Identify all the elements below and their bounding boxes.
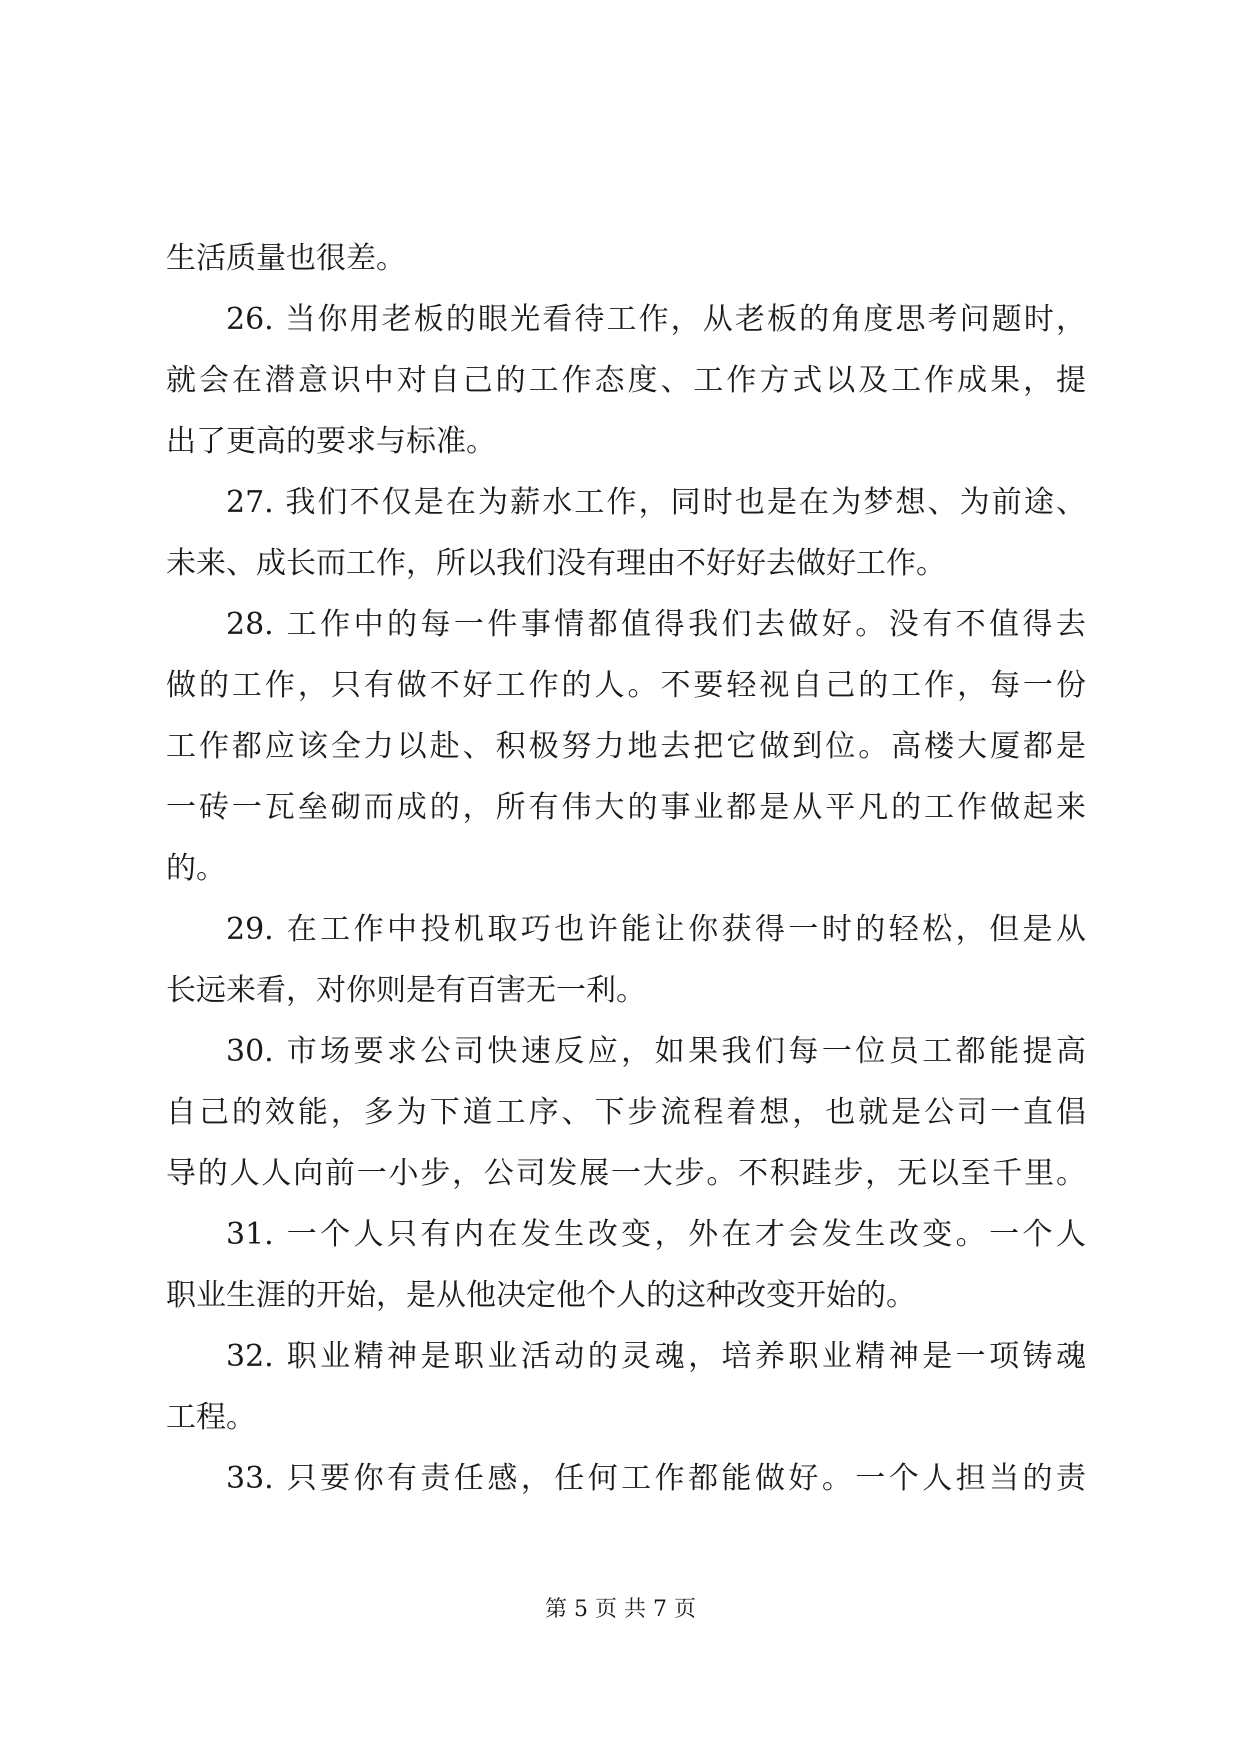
text-line: 28. 工作中的每一件事情都值得我们去做好。没有不值得去 (226, 607, 1086, 642)
text-line: 29. 在工作中投机取巧也许能让你获得一时的轻松，但是从 (226, 912, 1086, 947)
text-line: 未来、成长而工作，所以我们没有理由不好好去做好工作。 (166, 546, 946, 581)
text-line: 职业生涯的开始，是从他决定他个人的这种改变开始的。 (166, 1278, 916, 1313)
text-line: 31. 一个人只有内在发生改变，外在才会发生改变。一个人 (226, 1217, 1086, 1252)
text-line: 出了更高的要求与标准。 (166, 424, 496, 459)
text-line: 27. 我们不仅是在为薪水工作，同时也是在为梦想、为前途、 (226, 485, 1086, 520)
page-footer: 第 5 页 共 7 页 (545, 1597, 696, 1622)
text-line: 32. 职业精神是职业活动的灵魂，培养职业精神是一项铸魂 (226, 1339, 1086, 1374)
text-line: 的。 (166, 851, 226, 886)
body-text (166, 228, 1086, 1509)
text-line: 26. 当你用老板的眼光看待工作，从老板的角度思考问题时， (226, 302, 1086, 337)
text-line: 33. 只要你有责任感，任何工作都能做好。一个人担当的责 (226, 1461, 1086, 1496)
text-line: 一砖一瓦垒砌而成的，所有伟大的事业都是从平凡的工作做起来 (166, 790, 1086, 825)
text-line: 导的人人向前一小步，公司发展一大步。不积跬步，无以至千里。 (166, 1156, 1086, 1191)
text-line: 长远来看，对你则是有百害无一利。 (166, 973, 646, 1008)
text-line: 工作都应该全力以赴、积极努力地去把它做到位。高楼大厦都是 (166, 729, 1086, 764)
text-line: 就会在潜意识中对自己的工作态度、工作方式以及工作成果，提 (166, 363, 1086, 398)
text-line: 做的工作，只有做不好工作的人。不要轻视自己的工作，每一份 (166, 668, 1086, 703)
text-line: 工程。 (166, 1400, 256, 1435)
text-line: 自己的效能，多为下道工序、下步流程着想，也就是公司一直倡 (166, 1095, 1086, 1130)
text-line: 30. 市场要求公司快速反应，如果我们每一位员工都能提高 (226, 1034, 1086, 1069)
text-line: 生活质量也很差。 (166, 241, 406, 276)
